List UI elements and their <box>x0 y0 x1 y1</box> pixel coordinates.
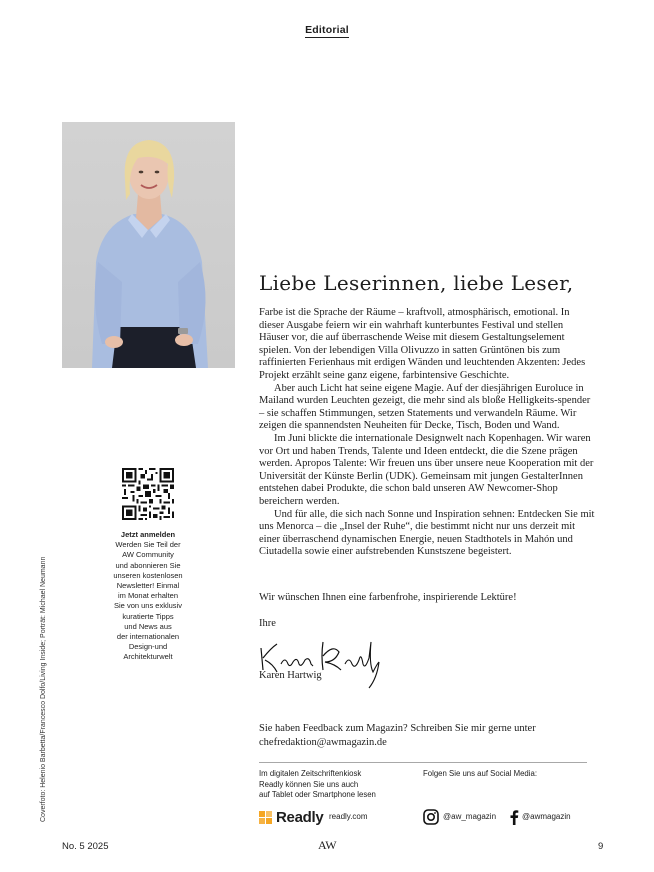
portrait-photo <box>62 122 235 368</box>
author-name: Karen Hartwig <box>259 670 322 681</box>
editorial-paragraph: Und für alle, die sich nach Sonne und Inspiration sehnen: Entdecken Sie mit uns Menorca – die „Insel der Ruhe“, die bestimmt nicht nur uns derzeit mit einer überraschend dynamischen Energie, neuen Stadthotels in Mahón und Ciutadella sowie einer aufstrebenden Kunstszene begeistert. <box>259 508 595 558</box>
newsletter-line: Werden Sie Teil der <box>115 540 181 550</box>
instagram-icon[interactable] <box>423 809 439 825</box>
newsletter-line: und News aus <box>124 621 172 631</box>
newsletter-line: Sie von uns exklusiv <box>114 601 182 611</box>
editorial-paragraph: Farbe ist die Sprache der Räume – kraftvoll, atmosphärisch, emotional. In dieser Ausgabe feiern wir ein wahrhaft kunterbuntes Festival und stellen Häuser vor, die auf überraschende Weise mit diesem Gestaltungselement spielen. Von der lebendigen Villa Olivuzzo in satten Grüntönen bis zum raffinierten Ferienhaus mit erdigen Wänden und leuchtenden Akzenten: Jedes Projekt erzählt seine ganz eigene, farbintensive Geschichte. <box>259 307 586 381</box>
facebook-handle[interactable]: @awmagazin <box>522 812 571 821</box>
instagram-handle[interactable]: @aw_magazin <box>443 812 497 821</box>
issue-number: No. 5 2025 <box>62 841 109 852</box>
newsletter-line: Design-und <box>128 642 168 652</box>
social-title: Folgen Sie uns auf Social Media: <box>423 769 537 778</box>
readly-logo[interactable] <box>259 808 323 826</box>
newsletter-line: im Monat erhalten <box>117 591 179 601</box>
newsletter-title: Jetzt anmelden <box>120 530 176 539</box>
kiosk-info <box>259 769 409 801</box>
editorial-body <box>259 307 595 559</box>
feedback-email-link[interactable]: chefredaktion@awmagazin.de <box>259 736 387 748</box>
footer-divider <box>259 762 587 763</box>
closing-line: Wir wünschen Ihnen eine farbenfrohe, inspirierende Lektüre! <box>259 592 517 603</box>
newsletter-line: AW Community <box>122 550 174 560</box>
kiosk-line: auf Tablet oder Smartphone lesen <box>259 790 376 800</box>
section-label <box>0 24 654 36</box>
newsletter-line: kuratierte Tipps <box>122 611 174 621</box>
readly-icon <box>259 811 272 824</box>
photo-credit: Coverfoto: Helenio Barbetta/Francesco Dolfo/Living Inside; Porträt: Michael Neumann <box>40 556 47 822</box>
facebook-icon[interactable] <box>509 809 519 825</box>
kiosk-line: Im digitalen Zeitschriftenkiosk <box>259 769 362 778</box>
signature-image <box>257 634 387 690</box>
qr-code-icon[interactable] <box>122 468 174 520</box>
editorial-headline: Liebe Leserinnen, liebe Leser, <box>259 271 574 295</box>
sign-off: Ihre <box>259 618 276 629</box>
editorial-paragraph: Aber auch Licht hat seine eigene Magie. Auf der diesjährigen Euroluce in Mailand wurden Leuchten gezeigt, die mehr sind als bloße Helligkeits-spender – sie schaffen Stimmungen, setzen Statements und verwandeln Räume. Wir zeigen die spannendsten Neuheiten für Decke, Tisch, Boden und Wand. <box>259 382 591 432</box>
readly-link[interactable]: readly.com <box>329 812 368 821</box>
page-number: 9 <box>598 841 604 852</box>
section-label-text: Editorial <box>305 24 349 36</box>
newsletter-box <box>100 530 196 663</box>
readly-wordmark: Readly <box>276 808 324 826</box>
newsletter-line: der internationalen <box>116 632 180 642</box>
kiosk-line: Readly können Sie uns auch <box>259 779 359 789</box>
editorial-paragraph: Im Juni blickte die internationale Designwelt nach Kopenhagen. Wir waren vor Ort und haben Trends, Talente und Ideen entdeckt, die die Szene prägen werden. Apropos Talente: Wir freuen uns über unsere neue Kooperation mit der Universität der Künste Berlin (UDK). Gemeinsam mit jungen GestalterInnen entstehen dabei Produkte, die schon bald unseren AW Newcomer-Shop bereichern werden. <box>259 432 594 507</box>
newsletter-line: unseren kostenlosen <box>113 570 183 580</box>
aw-logo: AW <box>317 838 337 852</box>
newsletter-line: Architekturwelt <box>123 652 173 662</box>
newsletter-line: Newsletter! Einmal <box>116 581 180 591</box>
newsletter-line: und abonnieren Sie <box>115 560 181 570</box>
feedback-note <box>259 722 579 749</box>
feedback-text: Sie haben Feedback zum Magazin? Schreiben Sie mir gerne unter <box>259 723 536 734</box>
